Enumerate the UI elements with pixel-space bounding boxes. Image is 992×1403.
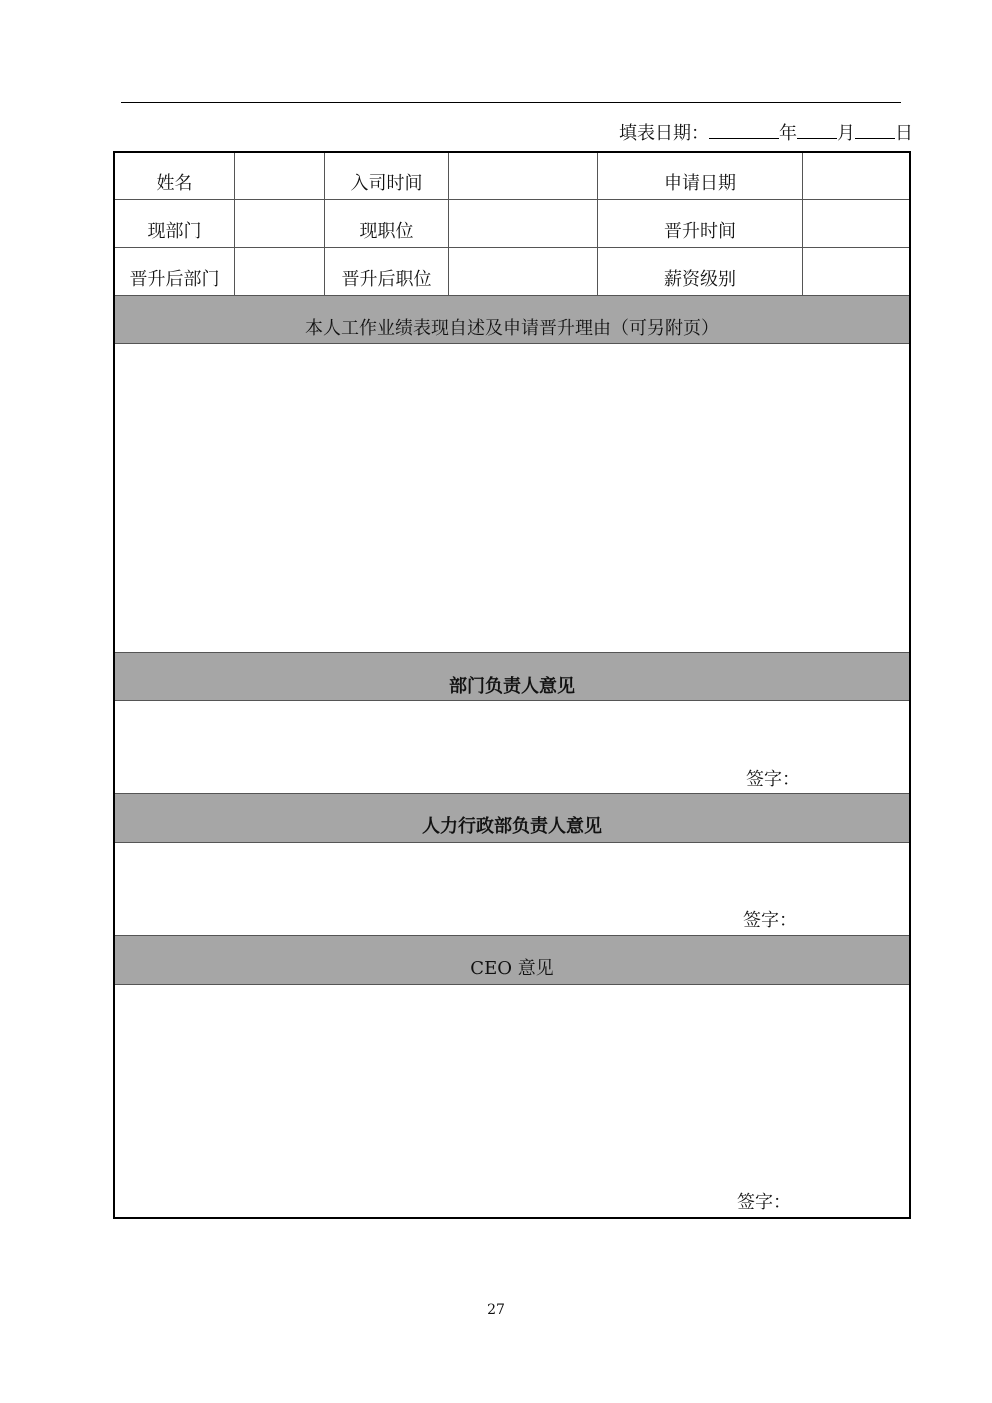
new-position-field[interactable]: [449, 248, 597, 295]
apply-date-field[interactable]: [803, 153, 909, 199]
year-label: 年: [779, 123, 797, 144]
month-blank[interactable]: [797, 122, 837, 139]
new-dept-label: 晋升后部门: [129, 269, 220, 290]
ceo-title: CEO 意见: [470, 958, 554, 979]
salary-grade-label: 薪资级别: [664, 269, 736, 290]
fill-date-label: 填表日期：: [619, 123, 709, 144]
join-date-label: 入司时间: [350, 173, 423, 194]
day-blank[interactable]: [855, 122, 895, 139]
year-blank[interactable]: [709, 122, 779, 139]
day-label: 日: [895, 123, 913, 144]
new-position-label: 晋升后职位: [341, 269, 432, 290]
ceo-opinion-area[interactable]: [115, 984, 909, 1214]
apply-date-label: 申请日期: [664, 173, 736, 194]
self-statement-area[interactable]: [115, 343, 909, 652]
ceo-header: [115, 935, 909, 985]
new-dept-field[interactable]: [235, 248, 324, 295]
current-dept-label: 现部门: [147, 221, 202, 242]
dept-head-header: [115, 652, 909, 701]
header-rule: [121, 102, 901, 103]
current-dept-field[interactable]: [235, 200, 324, 247]
ceo-signature-label: 签字：: [737, 1192, 791, 1213]
dept-head-title: 部门负责人意见: [449, 675, 575, 697]
promotion-date-field[interactable]: [803, 200, 909, 247]
fill-date-line: [619, 122, 913, 146]
salary-grade-field[interactable]: [803, 248, 909, 295]
self-statement-header: [115, 295, 909, 344]
hr-head-signature-label: 签字：: [743, 910, 797, 931]
dept-head-signature-label: 签字：: [746, 769, 800, 790]
current-position-label: 现职位: [359, 221, 414, 242]
promotion-date-label: 晋升时间: [664, 221, 736, 242]
join-date-field[interactable]: [449, 153, 597, 199]
page-number: 27: [487, 1302, 505, 1318]
hr-head-header: [115, 793, 909, 843]
self-statement-title: 本人工作业绩表现自述及申请晋升理由（可另附页）: [305, 317, 719, 339]
name-label: 姓名: [156, 173, 193, 194]
month-label: 月: [837, 123, 855, 144]
current-position-field[interactable]: [449, 200, 597, 247]
hr-head-title: 人力行政部负责人意见: [422, 816, 602, 837]
name-field[interactable]: [235, 153, 324, 199]
